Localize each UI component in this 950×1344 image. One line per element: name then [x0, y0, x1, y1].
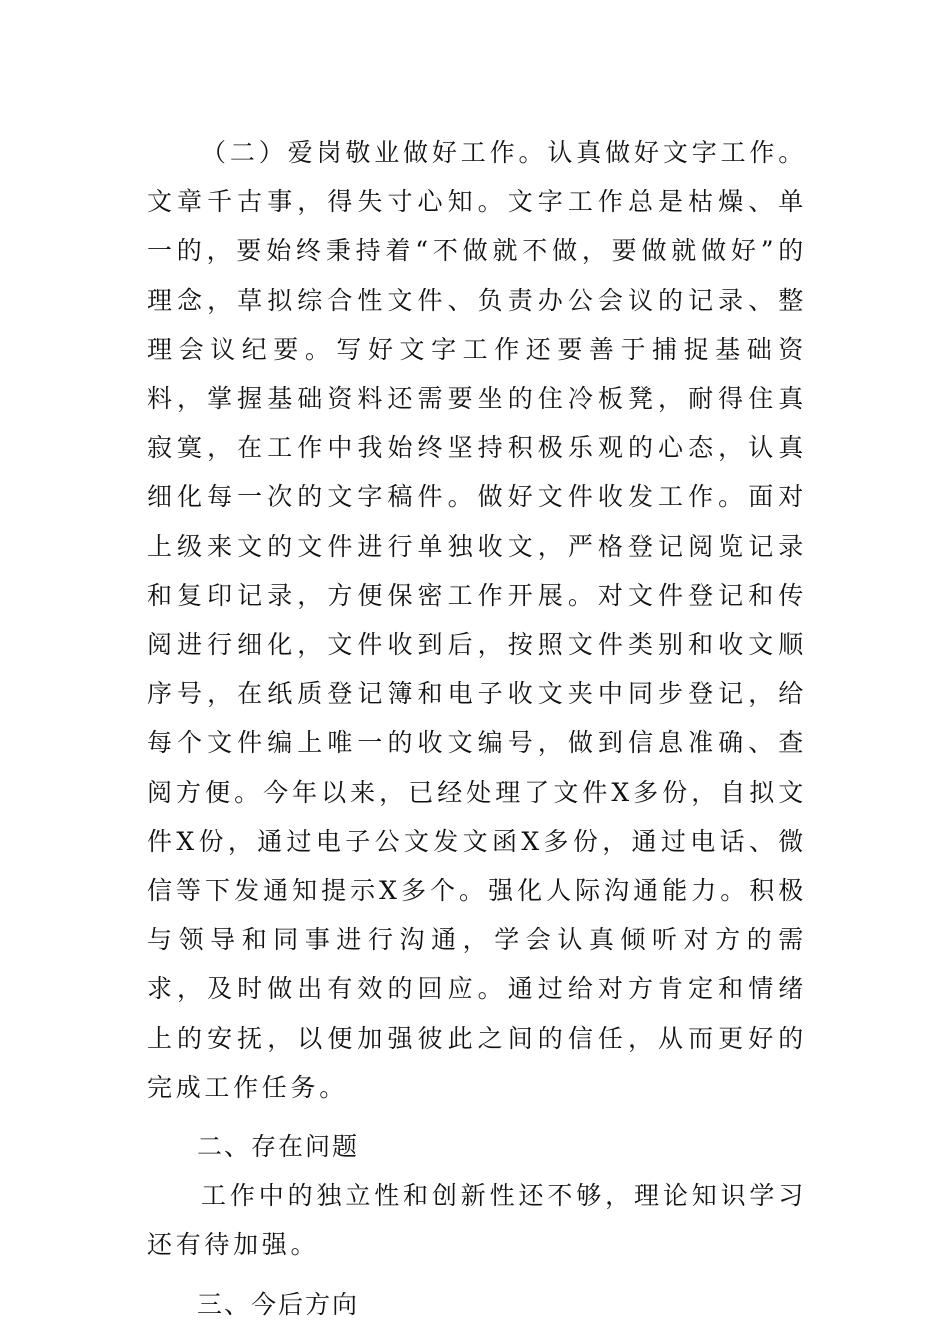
- section-heading-existing-problems: 二、存在问题: [197, 1132, 360, 1162]
- paragraph-existing-problems: 工作中的独立性和创新性还不够，理论知识学习还有待加强。: [147, 1181, 807, 1260]
- section-heading-future-direction: 三、今后方向: [197, 1289, 360, 1319]
- document-body: [147, 128, 807, 1329]
- paragraph-work-dedication: （二）爱岗敬业做好工作。认真做好文字工作。文章千古事，得失寸心知。文字工作总是枯燥、单一的，要始终秉持着“不做就不做，要做就做好”的理念，草拟综合性文件、负责办公会议的记录、整理会议纪要。写好文字工作还要善于捕捉基础资料，掌握基础资料还需要坐的住冷板凳，耐得住真寂寞，在工作中我始终坚持积极乐观的心态，认真细化每一次的文字稿件。做好文件收发工作。面对上级来文的文件进行单独收文，严格登记阅览记录和复印记录，方便保密工作开展。对文件登记和传阅进行细化，文件收到后，按照文件类别和收文顺序号，在纸质登记簿和电子收文夹中同步登记，给每个文件编上唯一的收文编号，做到信息准确、查阅方便。今年以来，已经处理了文件X多份，自拟文件X份，通过电子公文发文函X多份，通过电话、微信等下发通知提示X多个。强化人际沟通能力。积极与领导和同事进行沟通，学会认真倾听对方的需求，及时做出有效的回应。通过给对方肯定和情绪上的安抚，以便加强彼此之间的信任，从而更好的完成工作任务。: [147, 138, 807, 1102]
